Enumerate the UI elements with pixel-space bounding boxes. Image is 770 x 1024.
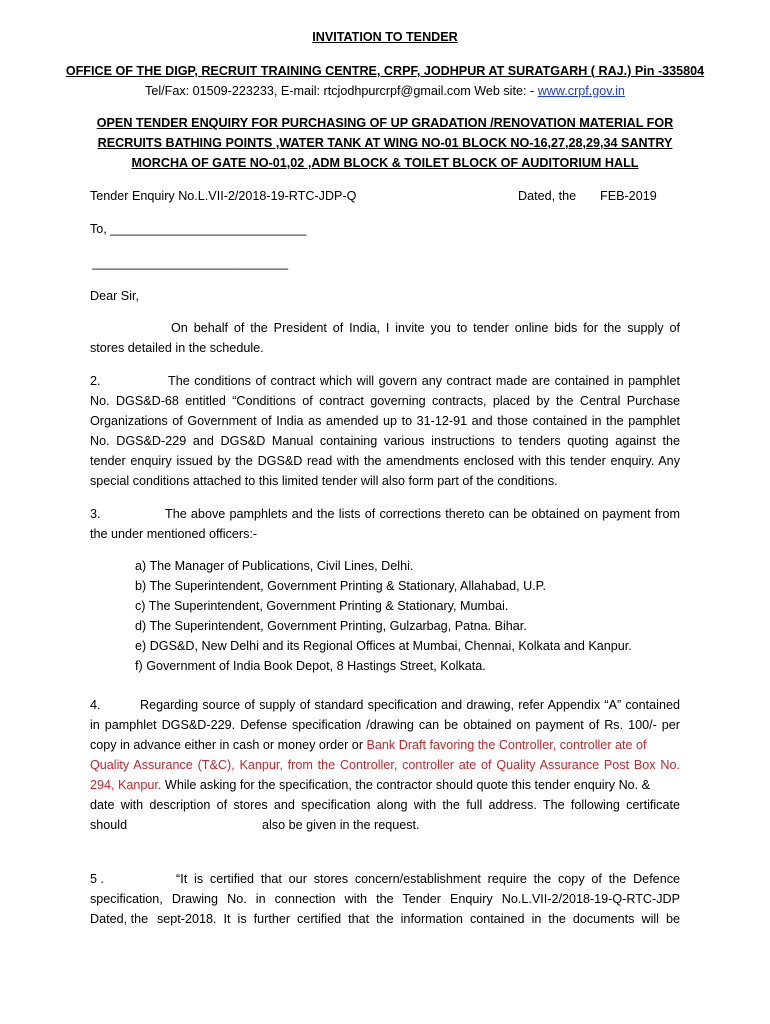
paragraph-2-line-4: No. DGS&D-229 and DGS&D Manual containing various instructions to tenders quoting against the — [90, 434, 680, 448]
subject-line-3: MORCHA OF GATE NO-01,02 ,ADM BLOCK & TOILET BLOCK OF AUDITORIUM HALL — [131, 156, 639, 170]
paragraph-3-number: 3. — [90, 507, 101, 521]
subject-line-1: OPEN TENDER ENQUIRY FOR PURCHASING OF UP GRADATION /RENOVATION MATERIAL FOR — [96, 116, 674, 130]
paragraph-2-number: 2. — [90, 374, 101, 388]
paragraph-4-line-3-highlight: Bank Draft favoring the Controller, controller ate of — [366, 738, 647, 752]
paragraph-3-line-2: the under mentioned officers:- — [90, 527, 258, 541]
subject-line-2: RECRUITS BATHING POINTS ,WATER TANK AT WING NO-01 BLOCK NO-16,27,28,29,34 SANTRY — [97, 136, 673, 150]
paragraph-5-line-3-start: Dated, the — [90, 912, 149, 926]
paragraph-5-line-1: “It is certified that our stores concern/establishment require the copy of the Defence — [176, 872, 680, 886]
enquiry-date: FEB-2019 — [600, 189, 657, 203]
paragraph-4-line-4: Quality Assurance (T&C), Kanpur, from the Controller, controller ate of Quality Assurance Post Box No. — [90, 758, 680, 772]
paragraph-2-line-5: tender enquiry issued by the DGS&D read with the amendments enclosed with this tender enquiry. Any — [90, 454, 680, 468]
paragraph-4-line-3-text: copy in advance either in cash or money order or — [90, 738, 367, 752]
paragraph-4-line-7-start: should — [90, 818, 128, 832]
paragraph-1-line-2: stores detailed in the schedule. — [90, 341, 264, 355]
paragraph-4-line-3 — [90, 735, 680, 755]
list-item: a) The Manager of Publications, Civil Lines, Delhi. — [135, 559, 414, 573]
paragraph-3-line-1: The above pamphlets and the lists of corrections thereto can be obtained on payment from — [165, 507, 680, 521]
address-blank-line: ____________________________ — [92, 256, 289, 270]
website-link[interactable]: www.crpf.gov.in — [537, 84, 625, 98]
paragraph-5-number: 5 . — [90, 872, 105, 886]
paragraph-4-line-5 — [90, 775, 680, 795]
dated-label: Dated, the — [518, 189, 577, 203]
paragraph-5-line-3-end: sept-2018. It is further certified that the information contained in the documents will be — [157, 912, 680, 926]
list-item: d) The Superintendent, Government Printing, Gulzarbag, Patna. Bihar. — [135, 619, 527, 633]
paragraph-2-line-3: Organizations of Government of India as amended up to 31-12-91 and those contained in the pamphlet — [90, 414, 680, 428]
document-title: INVITATION TO TENDER — [312, 30, 458, 44]
paragraph-4-line-2: in pamphlet DGS&D-229. Defense specification /drawing can be obtained on payment of Rs. 100/- per — [90, 718, 680, 732]
paragraph-2-line-1: The conditions of contract which will govern any contract made are contained in pamphlet — [168, 374, 680, 388]
list-item: e) DGS&D, New Delhi and its Regional Offices at Mumbai, Chennai, Kolkata and Kanpur. — [135, 639, 632, 653]
paragraph-4-line-7-end: also be given in the request. — [262, 818, 420, 832]
paragraph-4-line-1: Regarding source of supply of standard specification and drawing, refer Appendix “A” contained — [140, 698, 680, 712]
contact-text: Tel/Fax: 01509-223233, E-mail: rtcjodhpurcrpf@gmail.com Web site: - — [145, 84, 538, 98]
list-item: f) Government of India Book Depot, 8 Hastings Street, Kolkata. — [135, 659, 486, 673]
paragraph-2-line-2: No. DGS&D-68 entitled “Conditions of contract governing contracts, placed by the Central Purchase — [90, 394, 680, 408]
office-address: OFFICE OF THE DIGP, RECRUIT TRAINING CENTRE, CRPF, JODHPUR AT SURATGARH ( RAJ.) Pin -335804 — [65, 64, 705, 78]
contact-line — [60, 81, 710, 101]
paragraph-4-line-5-highlight: 294, Kanpur. — [90, 778, 162, 792]
salutation: Dear Sir, — [90, 289, 139, 303]
paragraph-4-line-5-text: While asking for the specification, the contractor should quote this tender enquiry No. & — [161, 778, 651, 792]
list-item: c) The Superintendent, Government Printing & Stationary, Mumbai. — [135, 599, 509, 613]
to-address-line: To, ____________________________ — [90, 222, 307, 236]
paragraph-1-line-1: On behalf of the President of India, I invite you to tender online bids for the supply of — [171, 321, 680, 335]
enquiry-number: Tender Enquiry No.L.VII-2/2018-19-RTC-JDP-Q — [90, 189, 357, 203]
list-item: b) The Superintendent, Government Printing & Stationary, Allahabad, U.P. — [135, 579, 546, 593]
paragraph-2-line-6: special conditions attached to this limited tender will also form part of the conditions. — [90, 474, 558, 488]
paragraph-5-line-2: specification, Drawing No. in connection with the Tender Enquiry No.L.VII-2/2018-19-Q-RTC-JDP — [90, 892, 680, 906]
paragraph-4-number: 4. — [90, 698, 101, 712]
paragraph-4-line-6: date with description of stores and specification along with the full address. The following certificate — [90, 798, 680, 812]
